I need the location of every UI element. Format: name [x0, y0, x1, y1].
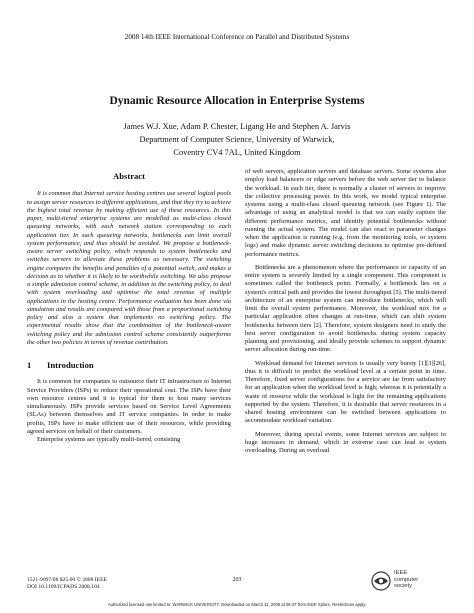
right-column: [245, 168, 446, 456]
introduction-body: [27, 378, 231, 444]
body-paragraph: Workload demand for Internet services is usually very bursty [1][3][26], thus it is difficult to predict the workload level at a certain point in time. Therefore, fixed server configurations for a service are far from satisfactory for an application when the workload level is high; whereas it is potentially a waste of resource while the workload is light for the remaining applications supported by the system. Therefore, it is desirable that server resources in a shared hosting environment can be switched between applications to accommodate workload variation.: [245, 359, 446, 425]
section-heading: [27, 361, 231, 369]
intro-paragraph: It is common for companies to outsource their IT infrastructure to Internet Service Providers (ISPs) to reduce their operational cost. The ISPs have their own resource centres and it is typical for them to host many services simultaneously. ISPs provide services based on Service Level Agreements (SLAs) between themselves and IT service companies. In order to make profits, ISPs have to make efficient use of their resources, while providing agreed services on behalf of their customers.: [27, 378, 231, 435]
paper-title: Dynamic Resource Allocation in Enterprise Systems: [109, 95, 365, 107]
section-title: Introduction: [47, 360, 94, 370]
footer-doi: DOI 10.1109/ICPADS.2008.104: [27, 584, 100, 590]
address: Coventry CV4 7AL, United Kingdom: [173, 148, 301, 157]
conference-header: 2008 14th IEEE International Conference on Parallel and Distributed Systems: [124, 33, 350, 41]
left-column: [27, 168, 231, 444]
body-paragraph: Bottlenecks are a phenomenon where the performance or capacity of an entire system is severely limited by a single component. This component is sometimes called the bottleneck point. Formally, a bottleneck lies on a system's critical path and provides the lowest throughput [5]. The multi-tiered architecture of an enterprise system can introduce bottlenecks, which will limit the overall system performance. Moreover, the workload mix for a particular application often changes at run-time, which can shift system bottlenecks between tiers [2]. Therefore, system designers need to study the best server configuration to avoid bottlenecks during system capacity planning and provisioning, and ideally provide schemes to support dynamic server allocation during run-time.: [245, 263, 446, 354]
abstract-text: It is common that Internet service hosting centres use several logical pools to assign server resources to different applications, and that they try to achieve the highest total revenue by making efficient use of these resources. In this paper, multi-tiered enterprise systems are modelled as multi-class closed queueing networks, with each network station corresponding to each application tier. In such queueing networks, bottlenecks can limit overall system performance, and thus should be avoided. We propose a bottleneck-aware server switching policy, which responds to system bottlenecks and switches servers to alleviate these problems as necessary. The switching engine compares the benefits and penalties of a potential switch, and makes a decision as to whether it is likely to be worthwhile switching. We also propose a simple admission control scheme, in addition to the switching policy, to deal with system overloading and optimise the total revenue of multiple applications in the hosting centre. Performance evaluation has been done via simulation and results are compared with those from a proportional switching policy and also a system that implements no switching policy. The experimental results show that the combination of the bottleneck-aware switching policy and the admission control scheme consistently outperforms the other two policies in terms of revenue contribution.: [27, 190, 231, 346]
authorized-use-note: Authorized licensed use limited to: WARWICK UNIVERSITY. Downloaded on March 11, 2009 at 06:47 from IEEE Xplore. Restrictions apply.: [107, 602, 367, 607]
logo-line-ieee: IEEE: [394, 570, 408, 576]
logo-line-society: society: [394, 583, 413, 589]
author-block: [0, 120, 474, 159]
ieee-computer-society-logo: [370, 570, 450, 592]
intro-paragraph: Enterprise systems are typically multi-tiered, consisting: [37, 436, 181, 443]
page-number: 203: [232, 577, 242, 583]
body-paragraph: Moreover, during special events, some Internet services are subject to huge increases in demand, which in extreme case can lead to system overloading. During an overload: [245, 430, 446, 454]
logo-emblem-icon: [370, 570, 392, 592]
logo-text: [394, 570, 418, 590]
section-number: 1: [27, 360, 32, 370]
body-paragraph: of web servers, application servers and database servers. Some systems also employ load balancers or edge servers before the web server tier to balance the workload. In each tier, there is normally a cluster of servers to improve the collective processing power. In this work, we model typical enterprise systems using a multi-class closed queueing network (see Figure 1). The advantage of using an analytical model is that we can easily capture the different performance metrics, and identify potential bottlenecks without running the actual system. The model can also react to parameter changes when the application is running (e.g. from the monitoring tools, or system logs) and make dynamic server switching decisions to optimise pre-defined performance metrics.: [245, 168, 446, 258]
logo-line-computer: computer: [394, 576, 419, 583]
footer-isbn: 1521-9097/08 $25.00 © 2008 IEEE: [27, 577, 107, 583]
author-names: James W.J. Xue, Adam P. Chester, Ligang He and Stephen A. Jarvis: [123, 122, 351, 131]
abstract-heading: Abstract: [113, 171, 145, 181]
affiliation: Department of Computer Science, University of Warwick,: [139, 135, 335, 144]
